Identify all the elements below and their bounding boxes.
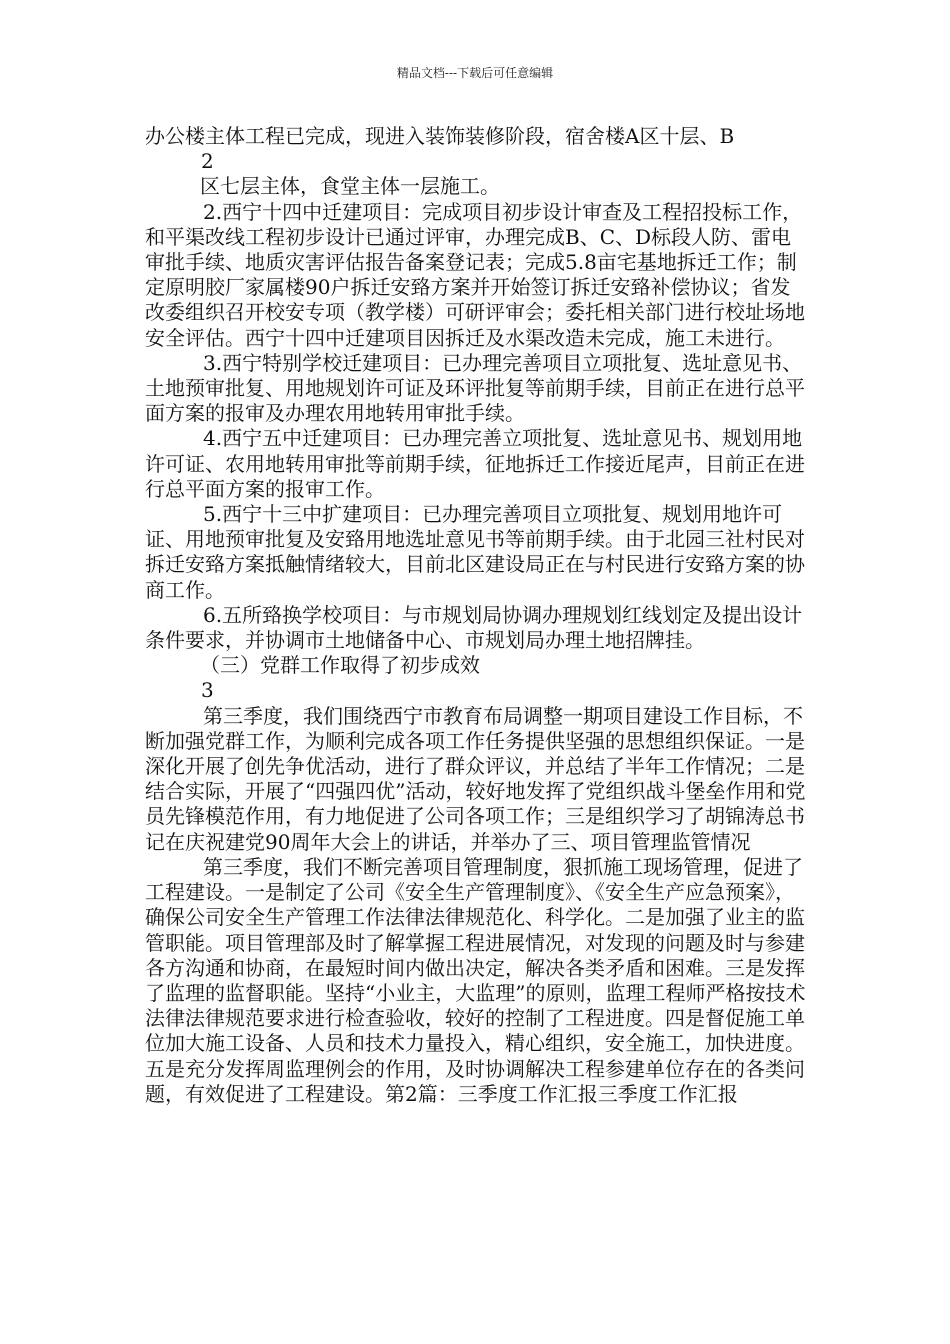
paragraph-office-building: 办公楼主体工程已完成，现进入装饰装修阶段，宿舍楼A区十层、B — [145, 124, 735, 148]
page-header: 精品文档---下载后可任意编辑 — [396, 66, 554, 80]
paragraph-item-4: 4.西宁五中迁建项目：已办理完善立项批复、选址意见书、规划用地许可证、农用地转用审批等前期手续，征地拆迁工作接近尾声，目前正在进行总平面方案的报审工作。 — [145, 426, 805, 501]
section-heading: （三）党群工作取得了初步成效 — [200, 653, 480, 678]
document-body — [145, 124, 807, 1107]
paragraph-project-management: 第三季度，我们不断完善项目管理制度，狠抓施工现场管理，促进了工程建设。一是制定了公司《安全生产管理制度》、《安全生产应急预案》，确保公司安全生产管理工作法律法律规范化、科学化。二是加强了业主的监管职能。项目管理部及时了解掌握工程进展情况，对发现的问题及时与参建各方沟通和协商，在最短时间内做出决定，解决各类矛盾和困难。三是发挥了监理的监督职能。坚持“小业主，大监理”的原则，监理工程师严格按技术法律法律规范要求进行检查验收，较好的控制了工程进度。四是督促施工单位加大施工设备、人员和技术力量投入，精心组织，安全施工，加快进度。五是充分发挥周监理例会的作用，及时协调解决工程参建单位存在的各类问题，有效促进了工程建设。第2篇：三季度工作汇报三季度工作汇报 — [145, 854, 806, 1106]
paragraph-party-work: 第三季度，我们围绕西宁市教育布局调整一期项目建设工作目标，不断加强党群工作，为顺利完成各项工作任务提供坚强的思想组织保证。一是深化开展了创先争优活动，进行了群众评议，并总结了半年工作情况；二是结合实际，开展了“四强四优”活动，较好地发挥了党组织战斗堡垒作用和党员先锋模范作用，有力地促进了公司各项工作；三是组织学习了胡锦涛总书记在庆祝建党90周年大会上的讲话，并举办了三、项目管理监管情况 — [145, 703, 806, 854]
page-number: 3 — [201, 678, 214, 703]
paragraph-item-3: 3.西宁特别学校迁建项目：已办理完善项目立项批复、选址意见书、土地预审批复、用地规划许可证及环评批复等前期手续，目前正在进行总平面方案的报审及办理农用地转用审批手续。 — [145, 350, 805, 426]
paragraph-item-5: 5.西宁十三中扩建项目：已办理完善项目立项批复、规划用地许可证、用地预审批复及安臵用地选址意见书等前期手续。由于北园三社村民对拆迁安臵方案抵触情绪较大，目前北区建设局正在与村民进行安臵方案的协商工作。 — [145, 502, 805, 602]
paragraph-item-6: 6.五所臵换学校项目：与市规划局协调办理规划红线划定及提出设计条件要求，并协调市土地储备中心、市规划局办理土地招牌挂。 — [145, 602, 803, 653]
page-number: 2 — [201, 149, 214, 174]
paragraph-item-2: 2.西宁十四中迁建项目：完成项目初步设计审查及工程招投标工作，和平渠改线工程初步设计已通过评审，办理完成B、C、D标段人防、雷电审批手续、地质灾害评估报告备案登记表；完成5.8亩宅基地拆迁工作；制定原明胶厂家属楼90户拆迁安臵方案并开始签订拆迁安臵补偿协议；省发改委组织召开校安专项（教学楼）可研评审会；委托相关部门进行校址场地安全评估。西宁十四中迁建项目因拆迁及水渠改造未完成，施工未进行。 — [145, 199, 805, 350]
paragraph-dormitory: 区七层主体，食堂主体一层施工。 — [200, 174, 500, 199]
